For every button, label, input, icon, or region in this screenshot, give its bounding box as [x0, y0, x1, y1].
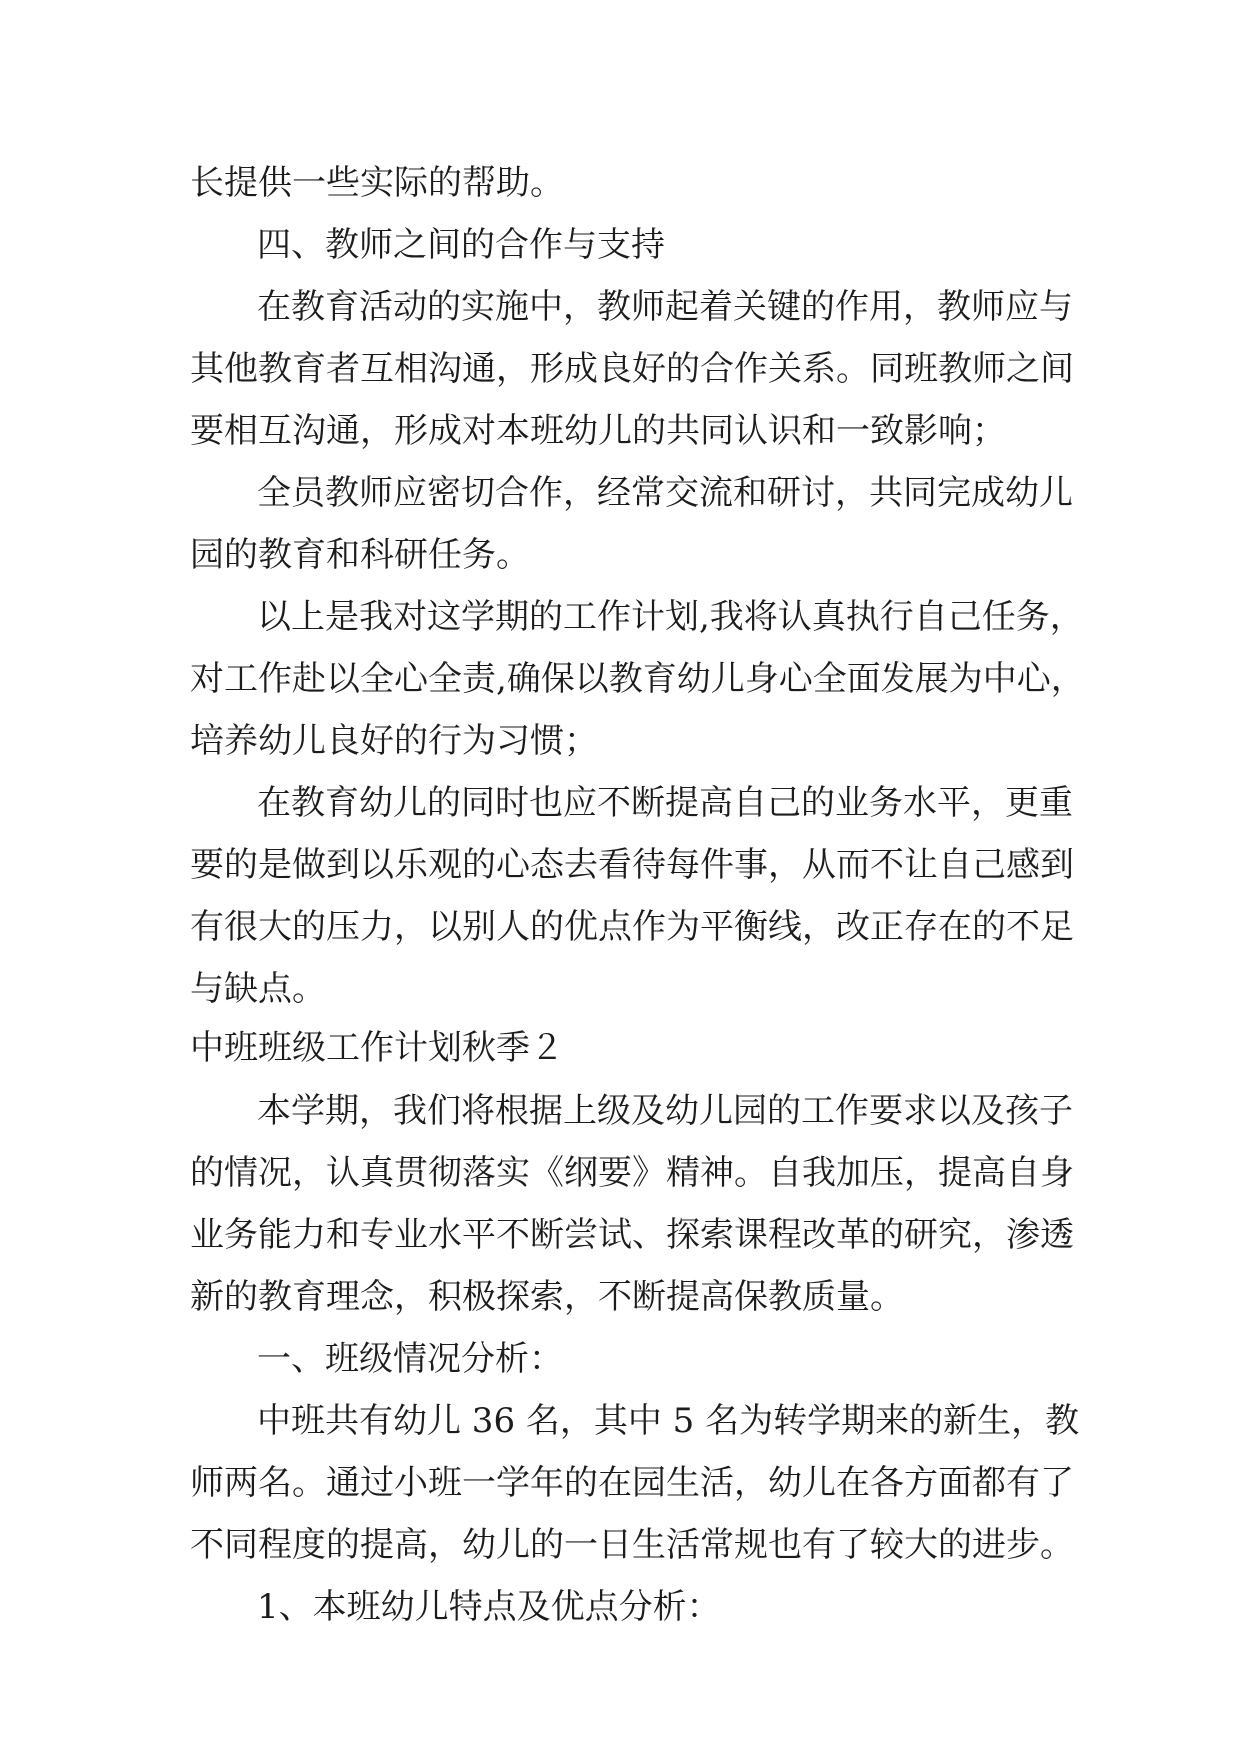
section-heading: 四、教师之间的合作与支持 — [257, 225, 665, 265]
document-title: 中班班级工作计划秋季２ — [190, 1028, 564, 1068]
text-line: 园的教育和科研任务。 — [190, 535, 530, 575]
text-line: 业务能力和专业水平不断尝试、探索课程改革的研究，渗透 — [190, 1215, 1074, 1255]
subsection-heading: 1、本班幼儿特点及优点分析： — [257, 1587, 721, 1627]
text-line: 师两名。通过小班一学年的在园生活，幼儿在各方面都有了 — [190, 1463, 1074, 1503]
text-line: 以上是我对这学期的工作计划,我将认真执行自己任务， — [257, 597, 1084, 637]
text-line: 中班共有幼儿 36 名，其中 5 名为转学期来的新生，教 — [257, 1401, 1080, 1441]
text-line: 其他教育者互相沟通，形成良好的合作关系。同班教师之间 — [190, 349, 1074, 389]
text-line: 培养幼儿良好的行为习惯； — [190, 721, 598, 761]
text-line: 对工作赴以全心全责,确保以教育幼儿身心全面发展为中心， — [190, 659, 1085, 699]
section-heading: 一、班级情况分析： — [257, 1339, 563, 1379]
text-line: 长提供一些实际的帮助。 — [190, 163, 564, 203]
text-line: 本学期，我们将根据上级及幼儿园的工作要求以及孩子 — [257, 1091, 1073, 1131]
text-line: 要的是做到以乐观的心态去看待每件事，从而不让自己感到 — [190, 845, 1074, 885]
text-line: 与缺点。 — [190, 969, 326, 1009]
text-line: 有很大的压力，以别人的优点作为平衡线，改正存在的不足 — [190, 907, 1074, 947]
text-line: 新的教育理念，积极探索，不断提高保教质量。 — [190, 1277, 904, 1317]
text-line: 的情况，认真贯彻落实《纲要》精神。自我加压，提高自身 — [190, 1153, 1074, 1193]
text-line: 要相互沟通，形成对本班幼儿的共同认识和一致影响； — [190, 411, 1006, 451]
text-line: 在教育幼儿的同时也应不断提高自己的业务水平，更重 — [257, 783, 1073, 823]
text-line: 不同程度的提高，幼儿的一日生活常规也有了较大的进步。 — [190, 1525, 1074, 1565]
text-line: 全员教师应密切合作，经常交流和研讨，共同完成幼儿 — [257, 473, 1073, 513]
text-line: 在教育活动的实施中，教师起着关键的作用，教师应与 — [257, 287, 1073, 327]
